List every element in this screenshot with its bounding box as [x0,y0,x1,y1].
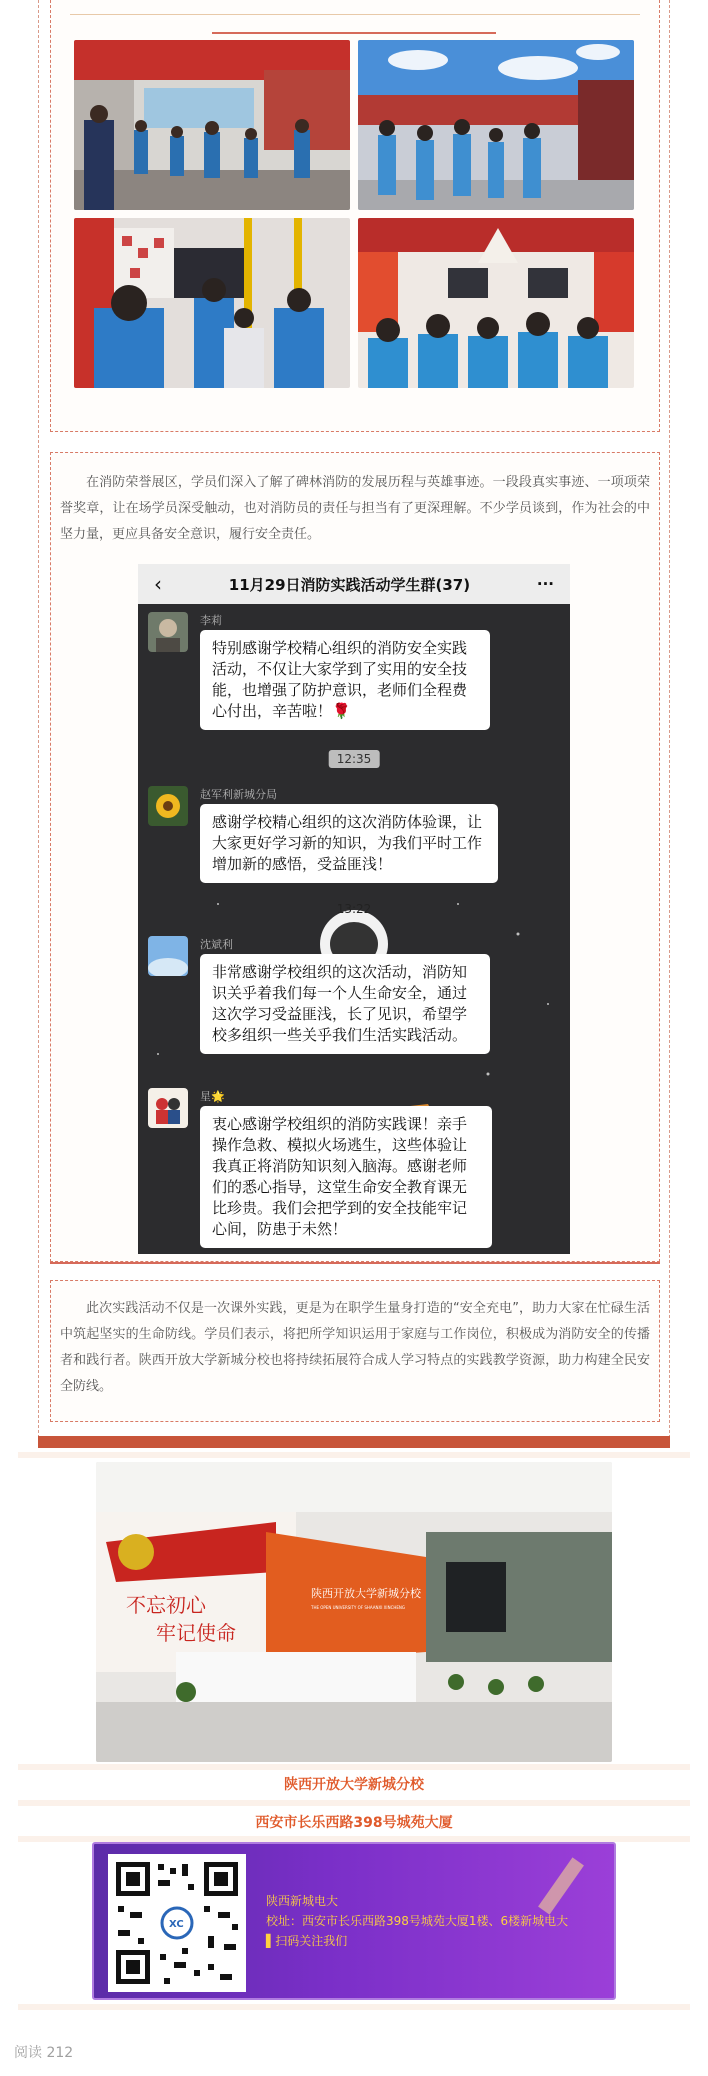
sender-name: 沈斌利 [200,938,233,951]
qr-card [92,1842,616,2000]
qr-code[interactable] [108,1854,246,1992]
divider-band [18,2004,690,2010]
divider-band [18,1800,690,1806]
chat-header [138,564,570,604]
message-bubble[interactable]: 特别感谢学校精心组织的消防安全实践活动，不仅让大家学到了实用的安全技能，也增强了防护意识，老师们全程费心付出，辛苦啦！🌹 [200,630,490,730]
school-address: 西安市长乐西路398号城苑大厦 [255,1815,453,1831]
sender-name: 赵军利新城分局 [200,788,277,801]
lobby-slogan-2: 牢记使命 [156,1621,236,1645]
photo-school-lobby[interactable] [96,1462,612,1762]
chat-screenshot [138,564,570,1254]
chat-message [148,612,548,752]
card-line-address: 校址：西安市长乐西路398号城苑大厦1楼、6楼新城电大 [266,1914,569,1928]
chat-timestamp: 12:35 [329,750,380,768]
photo-visitors-corridor[interactable] [358,40,634,210]
card-line-name: 陕西新城电大 [266,1894,339,1908]
avatar[interactable] [148,612,188,652]
avatar[interactable] [148,786,188,826]
lobby-slogan-1: 不忘初心 [126,1593,206,1617]
avatar[interactable] [148,936,188,976]
divider-band [18,1452,690,1458]
sender-name: 李莉 [200,614,222,627]
card-line-follow: ▌扫码关注我们 [266,1934,348,1948]
lobby-sign: 陕西开放大学新城分校 [311,1587,421,1600]
summary-paragraph: 此次实践活动不仅是一次课外实践，更是为在职学生量身打造的“安全充电”，助力大家在忙碌生活中筑起坚实的生命防线。学员们表示，将把所学知识运用于家庭与工作岗位，积极成为消防安全的传播者和践行者。陕西开放大学新城分校也将持续拓展符合成人学习特点的实践教学资源，助力构建全民安全防线。 [60,1301,650,1394]
photo-red-hall[interactable] [358,218,634,388]
article-bottom-bar [38,1436,670,1448]
avatar[interactable] [148,1088,188,1128]
photo-exhibition-hall[interactable] [74,40,350,210]
message-bubble[interactable]: 非常感谢学校组织的这次活动，消防知识关乎着我们每一个人生命安全，通过这次学习受益匪浅，长了见识，希望学校多组织一些关乎我们生活实践活动。 [200,954,490,1054]
chat-message [148,786,548,886]
chat-title: 11月29日消防实践活动学生群(37) [228,575,471,594]
chat-timestamp: 13:22 [336,902,372,916]
divider-accent [50,1262,660,1264]
chat-message [148,936,548,1076]
divider-line [70,14,640,15]
lobby-sign-en: THE OPEN UNIVERSITY OF SHAANXI XINCHENG [311,1605,405,1610]
divider-band [18,1764,690,1770]
message-bubble[interactable]: 感谢学校精心组织的这次消防体验课，让大家更好学习新的知识，为我们平时工作增加新的感悟，受益匪浅！ [200,804,498,883]
more-icon[interactable]: ··· [536,575,554,593]
divider-accent [212,32,496,34]
photo-group-displays[interactable] [74,218,350,388]
sender-name: 星🌟 [200,1090,225,1103]
school-name: 陕西开放大学新城分校 [284,1777,424,1793]
back-icon[interactable]: ‹ [154,572,162,596]
qr-logo: XC [169,1919,184,1930]
message-bubble[interactable]: 衷心感谢学校组织的消防实践课！亲手操作急救、模拟火场逃生，这些体验让我真正将消防知识刻入脑海。感谢老师们的悉心指导，这堂生命安全教育课无比珍贵。我们会把学到的安全技能牢记心间，防患于未然！ [200,1106,492,1248]
chat-message [148,1088,548,1248]
honor-paragraph: 在消防荣誉展区，学员们深入了解了碑林消防的发展历程与英雄事迹。一段段真实事迹、一项项荣誉奖章，让在场学员深受触动，也对消防员的责任与担当有了更深理解。不少学员谈到，作为社会的中坚力量，更应具备安全意识，履行安全责任。 [60,475,650,542]
read-count: 阅读 212 [14,2045,74,2061]
